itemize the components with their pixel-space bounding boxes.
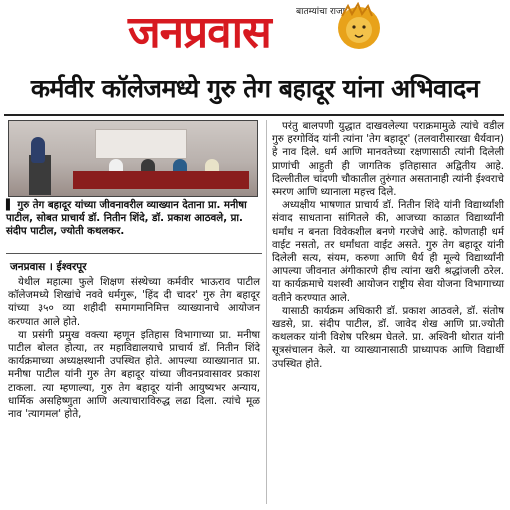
lion-logo-icon bbox=[336, 2, 382, 54]
headline: कर्मवीर कॉलेजमध्ये गुरु तेग बहादूर यांना अभिवादन bbox=[30, 74, 480, 103]
article-column-1 bbox=[8, 276, 260, 421]
stage-table bbox=[73, 171, 249, 189]
article-column-2 bbox=[272, 120, 504, 371]
masthead bbox=[0, 0, 510, 62]
paragraph: अध्यक्षीय भाषणात प्राचार्य डॉ. नितीन शिंदे यांनी विद्यार्थ्यांशी संवाद साधताना सांगितले की, आजच्या काळात विद्यार्थ्यांनी धर्मांध न बनता विवेकशील बनणे गरजेचे आहे. कोणताही धर्म वाईट नसतो, तर धर्मांधता वाईट असते. गुरु तेग बहादूर यांनी दिलेली सत्य, संयम, करुणा आणि धैर्य ही मूल्ये विद्यार्थ्यांनी आपल्या जीवनात अंगीकारणे हीच त्यांना खरी श्रद्धांजली ठरेल. या कार्यक्रमाचे यशस्वी आयोजन राष्ट्रीय सेवा योजना विभागाच्या वतीने करण्यात आले. bbox=[272, 200, 504, 304]
paragraph: परंतु बालपणी युद्धात दाखवलेल्या पराक्रमामुळे त्यांचे वडील गुरु हरगोविंद यांनी त्यांना 'तेग बहादूर' (तलवारीसारखा धैर्यवान) हे नाव दिले. धर्म आणि मानवतेच्या रक्षणासाठी त्यांनी दिलेली प्राणांची आहुती ही जागतिक इतिहासात अद्वितीय आहे. दिल्लीतील चांदणी चौकातील तुरुंगात असतानाही त्यांनी ईश्वराचे स्मरण आणि ध्यानाला महत्त्व दिले. bbox=[272, 121, 504, 199]
paragraph: या प्रसंगी प्रमुख वक्त्या म्हणून इतिहास विभागाच्या प्रा. मनीषा पाटील बोलत होत्या, तर महाविद्यालयाचे प्राचार्य डॉ. नितीन शिंदे कार्यक्रमाच्या अध्यक्षस्थानी उपस्थित होते. आपल्या व्याख्यानात प्रा. मनीषा पाटील यांनी गुरु तेग बहादूर यांच्या जीवनप्रवासावर प्रकाश टाकला. त्या म्हणाल्या, गुरु तेग बहादूर यांनी आयुष्यभर अन्याय, धार्मिक असहिष्णुता आणि अत्याचाराविरुद्ध लढा दिला. त्यांचे मूळ नाव 'त्यागमल' होते, bbox=[8, 329, 260, 421]
headline-rule bbox=[4, 114, 504, 116]
column-divider bbox=[266, 120, 267, 504]
paragraph: येथील महात्मा फुले शिक्षण संस्थेच्या कर्मवीर भाऊराव पाटील कॉलेजमध्ये शिखांचे नववे धर्मगुरू, 'हिंद दी चादर' गुरु तेग बहादूर यांच्या ३५० व्या शहीदी समागमानिमित्त व्याख्यानाचे आयोजन करण्यात आले होते. bbox=[8, 277, 260, 328]
newspaper-name: जनप्रवास bbox=[128, 7, 271, 58]
projector-screen bbox=[95, 129, 187, 159]
masthead-tagline: बातम्यांचा राजा bbox=[296, 7, 346, 17]
paragraph: यासाठी कार्यक्रम अधिकारी डॉ. प्रकाश आठवले, डॉ. संतोष खडसे, प्रा. संदीप पाटील, डॉ. जावेद शेख आणि प्रा.ज्योती कथलकर यांनी विशेष परिश्रम घेतले. प्रा. अश्विनी थोरात यांनी सूत्रसंचालन केले. या व्याख्यानासाठी प्राध्यापक आणि विद्यार्थी उपस्थित होते. bbox=[272, 305, 504, 370]
caption-rule bbox=[6, 253, 262, 254]
speaker-figure bbox=[31, 137, 45, 163]
photo-caption: ▌ गुरु तेग बहादूर यांच्या जीवनावरील व्याख्यान देताना प्रा. मनीषा पाटील, सोबत प्राचार्य डॉ. नितीन शिंदे, डॉ. प्रकाश आठवले, प्रा. संदीप पाटील, ज्योती कथलकर. bbox=[6, 200, 247, 237]
event-photo bbox=[8, 120, 258, 197]
dateline: जनप्रवास । ईश्वरपूर bbox=[10, 261, 87, 273]
